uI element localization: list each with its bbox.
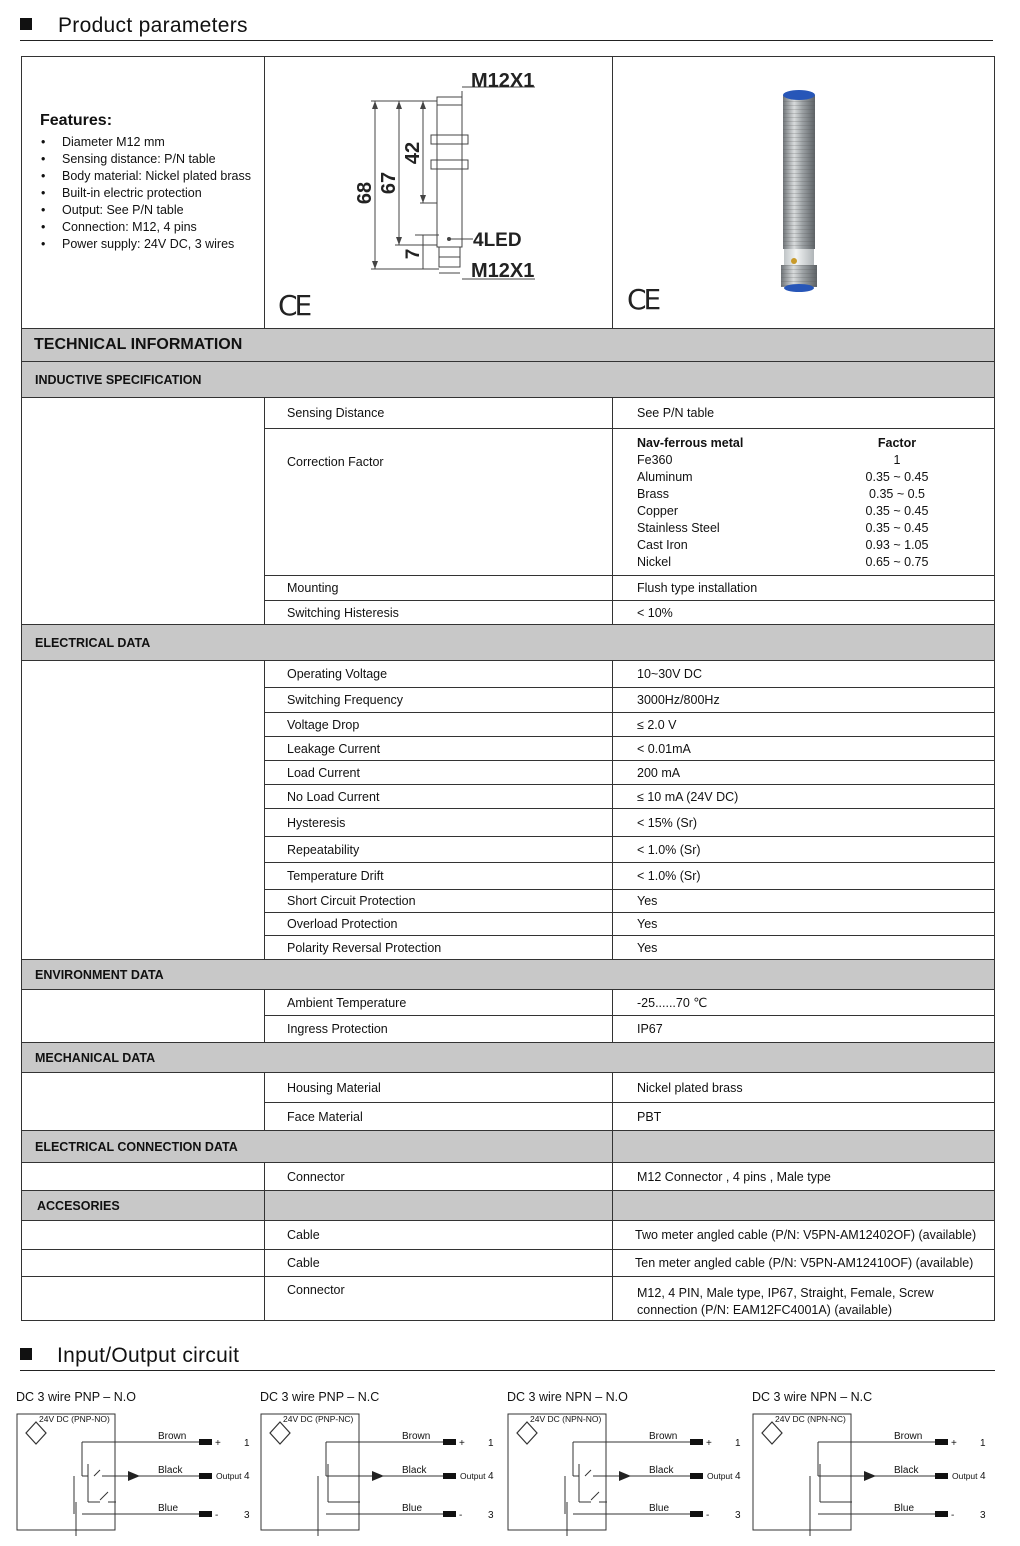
- wire-label-blue: Blue: [158, 1503, 179, 1514]
- cf-metal: Nickel: [637, 555, 672, 569]
- pin-number: 4: [244, 1471, 250, 1482]
- minus-label: -: [951, 1510, 955, 1521]
- section-title-product-parameters: [20, 14, 248, 38]
- spec-label: Hysteresis: [265, 809, 613, 837]
- terminal-icon: [443, 1511, 456, 1517]
- circuit-title: DC 3 wire PNP – N.C: [260, 1390, 380, 1404]
- pin-number: 4: [488, 1471, 494, 1482]
- circuit-title: DC 3 wire NPN – N.O: [507, 1390, 628, 1404]
- spec-value: 200 mA: [613, 761, 995, 785]
- spec-label: Switching Frequency: [265, 688, 613, 713]
- circuit-schematic: [507, 1412, 751, 1538]
- pin-number: 3: [735, 1510, 741, 1521]
- cf-metal: Stainless Steel: [637, 521, 720, 535]
- feature-item: • Output: See P/N table: [40, 202, 264, 219]
- divider: [20, 1370, 995, 1371]
- circuit-box-label: 24V DC (PNP-NO): [39, 1414, 110, 1424]
- pin-number: 4: [735, 1471, 741, 1482]
- wire-label-brown: Brown: [402, 1431, 431, 1442]
- feature-item: • Body material: Nickel plated brass: [40, 168, 264, 185]
- terminal-icon: [443, 1473, 456, 1479]
- circuit-box-label: 24V DC (PNP-NC): [283, 1414, 354, 1424]
- plus-label: +: [951, 1438, 957, 1449]
- wire-label-black: Black: [158, 1465, 183, 1476]
- terminal-icon: [935, 1511, 948, 1517]
- spec-label: Overload Protection: [265, 913, 613, 936]
- terminal-icon: [690, 1511, 703, 1517]
- cf-factor: 0.35 ~ 0.45: [865, 504, 929, 518]
- spec-label: Short Circuit Protection: [265, 890, 613, 913]
- spec-value: < 15% (Sr): [613, 809, 995, 837]
- cf-metal: Fe360: [637, 453, 673, 467]
- mechanical-data-band: MECHANICAL DATA: [22, 1043, 995, 1073]
- plus-label: +: [706, 1438, 712, 1449]
- feature-item: • Sensing distance: P/N table: [40, 151, 264, 168]
- empty-cell: [22, 990, 265, 1043]
- spec-label: Ingress Protection: [265, 1016, 613, 1043]
- terminal-icon: [443, 1439, 456, 1445]
- spec-label: Polarity Reversal Protection: [265, 936, 613, 960]
- pin-number: 1: [244, 1438, 250, 1449]
- switching-histeresis-value: < 10%: [613, 601, 995, 625]
- wire-label-brown: Brown: [649, 1431, 678, 1442]
- section-title-io-circuit: [20, 1344, 239, 1368]
- spec-label: Load Current: [265, 761, 613, 785]
- feature-item: • Diameter M12 mm: [40, 134, 264, 151]
- features-heading: Features:: [40, 112, 113, 129]
- cf-metal: Copper: [637, 504, 678, 518]
- correction-factor-label-text: Correction Factor: [287, 455, 384, 469]
- spec-label: Leakage Current: [265, 737, 613, 761]
- band-cell: [613, 1131, 995, 1163]
- spec-value: Yes: [613, 913, 995, 936]
- wire-label-black: Black: [402, 1465, 427, 1476]
- circuit-diagram: [752, 1390, 996, 1540]
- spec-value: Yes: [613, 936, 995, 960]
- section-title-text: Input/Output circuit: [57, 1344, 240, 1367]
- electrical-data-band: ELECTRICAL DATA: [22, 625, 995, 661]
- spec-value: 10~30V DC: [613, 661, 995, 688]
- accessories-band: ACCESORIES: [22, 1191, 265, 1221]
- wire-label-blue: Blue: [402, 1503, 423, 1514]
- technical-information-band: TECHNICAL INFORMATION: [22, 329, 995, 362]
- dimension-drawing-cell: [265, 57, 613, 329]
- diode-arrow-icon: [372, 1471, 384, 1481]
- plus-label: +: [459, 1438, 465, 1449]
- spec-label: Cable: [265, 1221, 613, 1250]
- terminal-icon: [199, 1439, 212, 1445]
- terminal-icon: [690, 1439, 703, 1445]
- spec-value: Yes: [613, 890, 995, 913]
- spec-label: Operating Voltage: [265, 661, 613, 688]
- spec-value: < 1.0% (Sr): [613, 863, 995, 890]
- pin-number: 1: [980, 1438, 986, 1449]
- dimension-drawing: [265, 57, 611, 327]
- spec-label: No Load Current: [265, 785, 613, 809]
- spec-label: Repeatability: [265, 837, 613, 863]
- terminal-icon: [690, 1473, 703, 1479]
- inductive-spec-band: INDUCTIVE SPECIFICATION: [22, 362, 995, 398]
- cf-factor: 0.35 ~ 0.45: [865, 521, 929, 535]
- sensor-photo: [613, 57, 993, 327]
- spec-value: < 0.01mA: [613, 737, 995, 761]
- minus-label: -: [706, 1510, 710, 1521]
- spec-value: IP67: [613, 1016, 995, 1043]
- cf-metal: Aluminum: [637, 470, 693, 484]
- spec-value: Two meter angled cable (P/N: V5PN-AM12402OF) (available): [613, 1221, 995, 1250]
- correction-factor-label: [265, 429, 613, 576]
- spec-label: Connector: [265, 1163, 613, 1191]
- correction-factor-table: [613, 429, 995, 576]
- circuit-diagram: [507, 1390, 751, 1540]
- empty-cell: [22, 1250, 265, 1277]
- empty-cell: [22, 1073, 265, 1131]
- spec-label: Voltage Drop: [265, 713, 613, 737]
- feature-item: • Power supply: 24V DC, 3 wires: [40, 236, 264, 253]
- dim-68: 68: [354, 181, 376, 205]
- minus-label: -: [215, 1510, 219, 1521]
- spec-value: -25......70 ℃: [613, 990, 995, 1016]
- divider: [20, 40, 993, 41]
- sensing-distance-value: See P/N table: [613, 398, 995, 429]
- spec-value: M12 Connector , 4 pins , Male type: [613, 1163, 995, 1191]
- environment-data-band: ENVIRONMENT DATA: [22, 960, 995, 990]
- cf-metal: Brass: [637, 487, 669, 501]
- empty-cell: [22, 1221, 265, 1250]
- empty-cell: [22, 1163, 265, 1191]
- sensor-diamond-icon: [517, 1422, 537, 1444]
- wire-label-blue: Blue: [649, 1503, 670, 1514]
- spec-label: Temperature Drift: [265, 863, 613, 890]
- cf-factor: 0.65 ~ 0.75: [865, 555, 929, 569]
- feature-item: • Connection: M12, 4 pins: [40, 219, 264, 236]
- pin-number: 3: [980, 1510, 986, 1521]
- sensor-diamond-icon: [270, 1422, 290, 1444]
- minus-label: -: [459, 1510, 463, 1521]
- plus-label: +: [215, 1438, 221, 1449]
- diode-arrow-icon: [619, 1471, 631, 1481]
- cf-header-metal: Nav-ferrous metal: [637, 436, 744, 450]
- circuit-box-label: 24V DC (NPN-NC): [775, 1414, 846, 1424]
- product-photo-cell: [613, 57, 995, 329]
- sensor-diamond-icon: [26, 1422, 46, 1444]
- bottom-thread-label: M12X1: [471, 260, 535, 282]
- output-label: Output: [707, 1471, 733, 1481]
- pin-number: 3: [488, 1510, 494, 1521]
- empty-cell: [22, 1277, 265, 1321]
- diode-arrow-icon: [864, 1471, 876, 1481]
- spec-value: ≤ 10 mA (24V DC): [613, 785, 995, 809]
- features-cell: [22, 57, 265, 329]
- cf-header-factor: Factor: [877, 436, 917, 450]
- wire-label-brown: Brown: [158, 1431, 187, 1442]
- band-cell: [613, 1191, 995, 1221]
- spec-value: M12, 4 PIN, Male type, IP67, Straight, Female, Screw connection (P/N: EAM12FC4001A) (available): [613, 1277, 995, 1321]
- spec-table: [21, 56, 995, 1321]
- cf-factor: 0.35 ~ 0.45: [865, 470, 929, 484]
- ce-mark-icon: CE: [627, 283, 659, 316]
- square-bullet-icon: [20, 1348, 32, 1360]
- empty-cell: [22, 661, 265, 960]
- circuit-title: DC 3 wire PNP – N.O: [16, 1390, 136, 1404]
- spec-value: Nickel plated brass: [613, 1073, 995, 1103]
- switching-histeresis-label: Switching Histeresis: [265, 601, 613, 625]
- spec-value: ≤ 2.0 V: [613, 713, 995, 737]
- circuit-schematic: [752, 1412, 996, 1538]
- square-bullet-icon: [20, 18, 32, 30]
- dim-7: 7: [403, 248, 424, 260]
- circuit-diagram: [260, 1390, 504, 1540]
- pin-number: 4: [980, 1471, 986, 1482]
- spec-label: Connector: [265, 1277, 613, 1321]
- spec-label: Housing Material: [265, 1073, 613, 1103]
- pin-number: 1: [488, 1438, 494, 1449]
- terminal-icon: [935, 1473, 948, 1479]
- output-label: Output: [216, 1471, 242, 1481]
- wire-label-black: Black: [894, 1465, 919, 1476]
- led-label: 4LED: [473, 230, 522, 251]
- diode-arrow-icon: [128, 1471, 140, 1481]
- spec-value: < 1.0% (Sr): [613, 837, 995, 863]
- pin-number: 3: [244, 1510, 250, 1521]
- pin-number: 1: [735, 1438, 741, 1449]
- ce-mark-icon: CE: [278, 289, 310, 322]
- output-label: Output: [460, 1471, 486, 1481]
- cf-factor: 0.35 ~ 0.5: [869, 487, 925, 501]
- circuit-box-label: 24V DC (NPN-NO): [530, 1414, 602, 1424]
- spec-value: Ten meter angled cable (P/N: V5PN-AM12410OF) (available): [613, 1250, 995, 1277]
- cf-metal: Cast Iron: [637, 538, 688, 552]
- spec-label: Ambient Temperature: [265, 990, 613, 1016]
- wire-label-blue: Blue: [894, 1503, 915, 1514]
- terminal-icon: [935, 1439, 948, 1445]
- sensor-diamond-icon: [762, 1422, 782, 1444]
- spec-label: Face Material: [265, 1103, 613, 1131]
- top-thread-label: M12X1: [471, 70, 535, 92]
- spec-value: PBT: [613, 1103, 995, 1131]
- sensing-distance-label: Sensing Distance: [265, 398, 613, 429]
- circuit-schematic: [16, 1412, 260, 1538]
- feature-item: • Built-in electric protection: [40, 185, 264, 202]
- terminal-icon: [199, 1511, 212, 1517]
- cf-factor: 0.93 ~ 1.05: [865, 538, 929, 552]
- wire-label-black: Black: [649, 1465, 674, 1476]
- spec-label: Cable: [265, 1250, 613, 1277]
- empty-cell: [22, 398, 265, 625]
- mounting-label: Mounting: [265, 576, 613, 601]
- spec-value: 3000Hz/800Hz: [613, 688, 995, 713]
- electrical-connection-band: ELECTRICAL CONNECTION DATA: [22, 1131, 613, 1163]
- circuit-diagram: [16, 1390, 260, 1540]
- features-list: [40, 134, 264, 253]
- circuit-title: DC 3 wire NPN – N.C: [752, 1390, 873, 1404]
- terminal-icon: [199, 1473, 212, 1479]
- dim-67: 67: [378, 171, 400, 195]
- circuit-schematic: [260, 1412, 504, 1538]
- mounting-value: Flush type installation: [613, 576, 995, 601]
- section-title-text: Product parameters: [58, 14, 248, 37]
- wire-label-brown: Brown: [894, 1431, 923, 1442]
- cf-factor: 1: [893, 453, 901, 467]
- dim-42: 42: [402, 141, 424, 165]
- output-label: Output: [952, 1471, 978, 1481]
- band-cell: [265, 1191, 613, 1221]
